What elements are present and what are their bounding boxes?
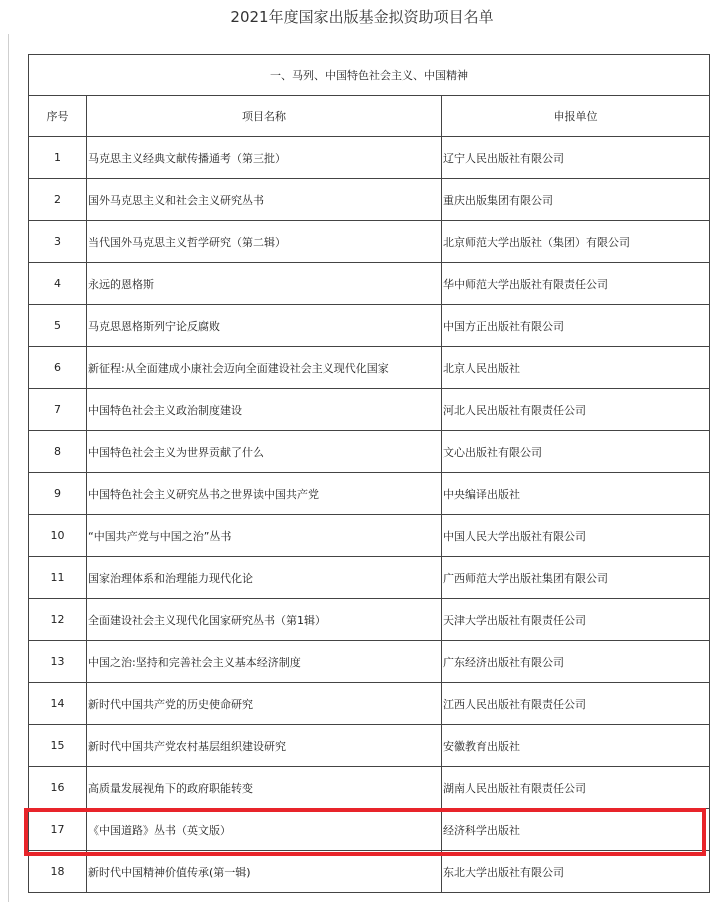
row-index-cell: 7 — [29, 389, 87, 431]
row-index-cell: 3 — [29, 221, 87, 263]
publisher-cell: 安徽教育出版社 — [442, 725, 710, 767]
table-row — [29, 389, 710, 431]
publisher-cell: 广西师范大学出版社集团有限公司 — [442, 557, 710, 599]
publisher-cell: 江西人民出版社有限责任公司 — [442, 683, 710, 725]
column-header-index: 序号 — [29, 96, 87, 137]
publisher-cell: 中国方正出版社有限公司 — [442, 305, 710, 347]
section-title: 一、马列、中国特色社会主义、中国精神 — [29, 55, 710, 96]
section-header-row — [29, 55, 710, 96]
publisher-cell: 天津大学出版社有限责任公司 — [442, 599, 710, 641]
table-row — [29, 683, 710, 725]
row-index-cell: 6 — [29, 347, 87, 389]
column-header-org: 申报单位 — [442, 96, 710, 137]
row-index-cell: 11 — [29, 557, 87, 599]
row-index-cell: 16 — [29, 767, 87, 809]
project-name-cell: 新时代中国共产党农村基层组织建设研究 — [87, 725, 442, 767]
publisher-cell: 华中师范大学出版社有限责任公司 — [442, 263, 710, 305]
project-name-cell: “中国共产党与中国之治”丛书 — [87, 515, 442, 557]
project-name-cell: 永远的恩格斯 — [87, 263, 442, 305]
project-name-cell: 全面建设社会主义现代化国家研究丛书（第1辑） — [87, 599, 442, 641]
table-row — [29, 431, 710, 473]
row-index-cell: 2 — [29, 179, 87, 221]
column-header-name: 项目名称 — [87, 96, 442, 137]
project-name-cell: 国家治理体系和治理能力现代化论 — [87, 557, 442, 599]
row-index-cell: 4 — [29, 263, 87, 305]
publisher-cell: 河北人民出版社有限责任公司 — [442, 389, 710, 431]
table-row — [29, 179, 710, 221]
project-name-cell: 国外马克思主义和社会主义研究丛书 — [87, 179, 442, 221]
publisher-cell: 文心出版社有限公司 — [442, 431, 710, 473]
row-index-cell: 1 — [29, 137, 87, 179]
project-name-cell: 新时代中国共产党的历史使命研究 — [87, 683, 442, 725]
table-row — [29, 515, 710, 557]
project-name-cell: 中国特色社会主义研究丛书之世界读中国共产党 — [87, 473, 442, 515]
publisher-cell: 北京人民出版社 — [442, 347, 710, 389]
table-row — [29, 641, 710, 683]
row-index-cell: 13 — [29, 641, 87, 683]
publisher-cell: 北京师范大学出版社（集团）有限公司 — [442, 221, 710, 263]
table-row — [29, 305, 710, 347]
project-name-cell: 《中国道路》丛书（英文版） — [87, 809, 442, 851]
row-index-cell: 9 — [29, 473, 87, 515]
row-index-cell: 15 — [29, 725, 87, 767]
page-divider — [8, 34, 9, 902]
project-name-cell: 新时代中国精神价值传承(第一辑) — [87, 851, 442, 893]
project-name-cell: 当代国外马克思主义哲学研究（第二辑） — [87, 221, 442, 263]
column-header-row — [29, 96, 710, 137]
page-title: 2021年度国家出版基金拟资助项目名单 — [230, 8, 494, 26]
publisher-cell: 广东经济出版社有限公司 — [442, 641, 710, 683]
row-index-cell: 18 — [29, 851, 87, 893]
publisher-cell: 经济科学出版社 — [442, 809, 710, 851]
project-name-cell: 马克思主义经典文献传播通考（第三批） — [87, 137, 442, 179]
project-name-cell: 新征程:从全面建成小康社会迈向全面建设社会主义现代化国家 — [87, 347, 442, 389]
publisher-cell: 中国人民大学出版社有限公司 — [442, 515, 710, 557]
table-row — [29, 809, 710, 851]
project-name-cell: 马克思恩格斯列宁论反腐败 — [87, 305, 442, 347]
table-row — [29, 557, 710, 599]
table-row — [29, 767, 710, 809]
table-row — [29, 725, 710, 767]
table-row — [29, 263, 710, 305]
project-name-cell: 中国之治:坚持和完善社会主义基本经济制度 — [87, 641, 442, 683]
publisher-cell: 东北大学出版社有限公司 — [442, 851, 710, 893]
table-row — [29, 599, 710, 641]
row-index-cell: 14 — [29, 683, 87, 725]
publisher-cell: 重庆出版集团有限公司 — [442, 179, 710, 221]
row-index-cell: 17 — [29, 809, 87, 851]
publisher-cell: 湖南人民出版社有限责任公司 — [442, 767, 710, 809]
table-row — [29, 851, 710, 893]
publisher-cell: 辽宁人民出版社有限公司 — [442, 137, 710, 179]
table-row — [29, 473, 710, 515]
row-index-cell: 12 — [29, 599, 87, 641]
project-name-cell: 中国特色社会主义为世界贡献了什么 — [87, 431, 442, 473]
table-row — [29, 137, 710, 179]
project-name-cell: 高质量发展视角下的政府职能转变 — [87, 767, 442, 809]
row-index-cell: 5 — [29, 305, 87, 347]
project-name-cell: 中国特色社会主义政治制度建设 — [87, 389, 442, 431]
publisher-cell: 中央编译出版社 — [442, 473, 710, 515]
table-row — [29, 221, 710, 263]
row-index-cell: 8 — [29, 431, 87, 473]
row-index-cell: 10 — [29, 515, 87, 557]
project-table — [28, 54, 710, 893]
table-row — [29, 347, 710, 389]
